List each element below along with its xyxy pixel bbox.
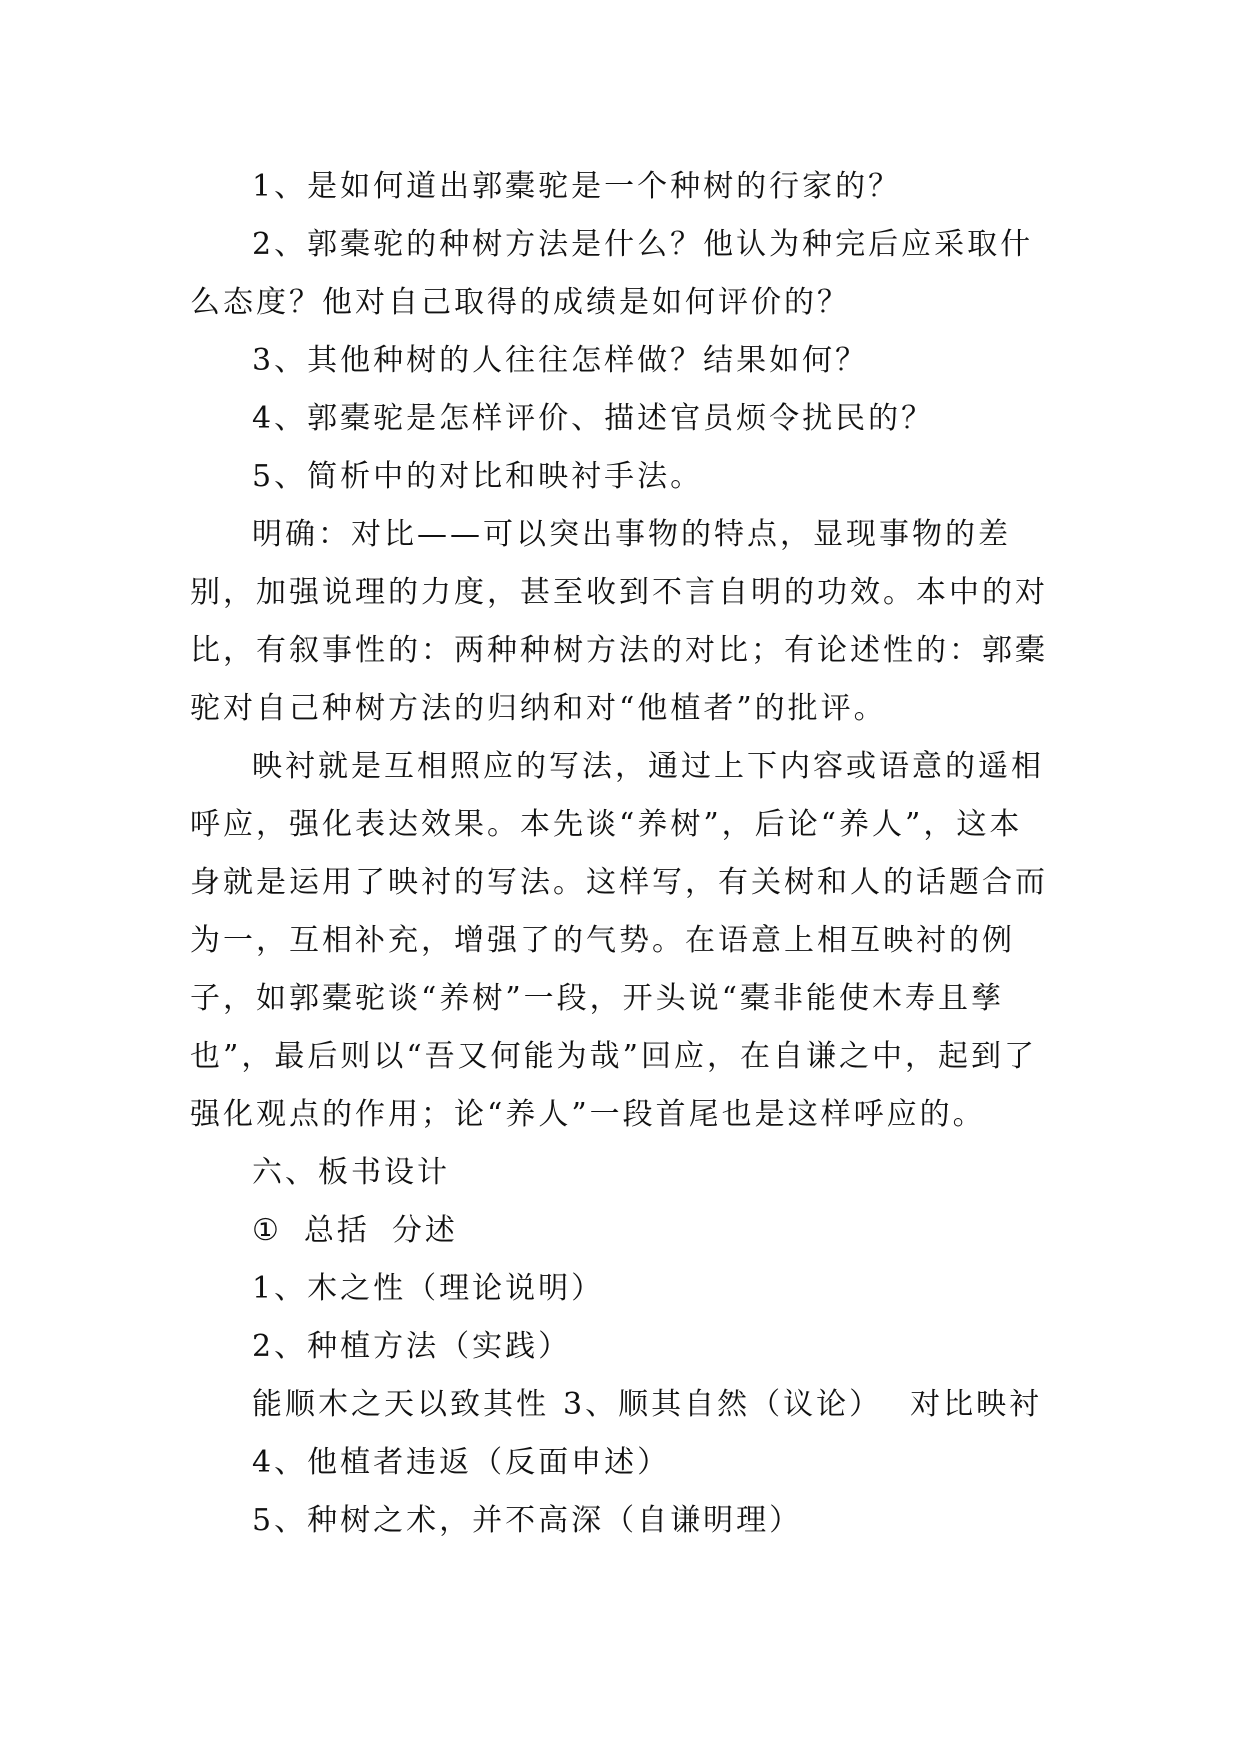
board-outline-line (190, 1202, 1050, 1260)
question-2: 2、郭橐驼的种树方法是什么？他认为种完后应采取什么态度？他对自己取得的成绩是如何评价的？ (190, 227, 1034, 320)
question-3: 3、其他种树的人往往怎样做？结果如何？ (252, 343, 869, 378)
outline-summary-label: 总括 (303, 1213, 370, 1248)
answer-contrast-paragraph: 明确：对比——可以突出事物的特点，显现事物的差别，加强说理的力度，甚至收到不言自明的功效。本中的对比，有叙事性的：两种种树方法的对比；有论述性的：郭橐驼对自己种树方法的归纳和对“他植者”的批评。 (190, 517, 1048, 726)
answer-foil-paragraph: 映衬就是互相照应的写法，通过上下内容或语意的遥相呼应，强化表达效果。本先谈“养树”，后论“养人”，这本身就是运用了映衬的写法。这样写，有关树和人的话题合而为一，互相补充，增强了的气势。在语意上相互映衬的例子，如郭橐驼谈“养树”一段，开头说“橐非能使木寿且孳也”，最后则以“吾又何能为哉”回应，在自谦之中，起到了强化观点的作用；论“养人”一段首尾也是这样呼应的。 (190, 749, 1048, 1132)
board-item-2: 2、种植方法（实践） (252, 1329, 572, 1364)
board-item-3-line (190, 1376, 1050, 1434)
board-right-note: 对比映衬 (910, 1387, 1043, 1422)
question-1: 1、是如何道出郭橐驼是一个种树的行家的？ (252, 169, 902, 204)
question-5: 5、简析中的对比和映衬手法。 (252, 459, 704, 494)
board-item-5: 5、种树之术，并不高深（自谦明理） (252, 1503, 803, 1538)
question-4: 4、郭橐驼是怎样评价、描述官员烦令扰民的？ (252, 401, 935, 436)
outline-detail-label: 分述 (391, 1213, 458, 1248)
outline-marker: ① (252, 1213, 282, 1248)
document-body (190, 158, 1050, 1550)
board-left-note: 能顺木之天以致其性 (252, 1387, 549, 1422)
board-item-1: 1、木之性（理论说明） (252, 1271, 605, 1306)
board-item-4: 4、他植者违返（反面申述） (252, 1445, 671, 1480)
board-heading: 六、板书设计 (252, 1155, 450, 1190)
board-item-3: 3、顺其自然（议论） (563, 1387, 883, 1422)
